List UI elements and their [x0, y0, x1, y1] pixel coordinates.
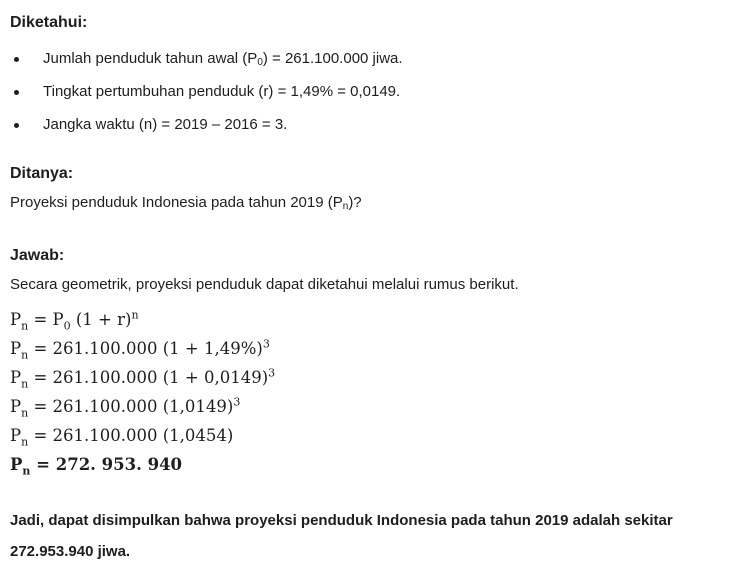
answer-heading: Jawab:	[10, 247, 65, 264]
known-item-initial-population: Jumlah penduduk tahun awal $(P_0) = 261.100.000$ jiwa.	[43, 50, 403, 68]
known-item-growth-rate: Tingkat pertumbuhan penduduk (r) = 1,49% = 0,0149.	[43, 83, 401, 100]
worksheet-solution	[10, 14, 736, 567]
formula-step-power-evaluated: $P_n = 261.100.000$ (1,0454)	[10, 426, 234, 449]
formula-step-general: $P_n = P_0$ $(1 + r)^n$	[10, 308, 139, 333]
formula-block	[10, 305, 736, 479]
question-text: Proyeksi penduduk Indonesia pada tahun 2019 $(P_n)$?	[10, 194, 362, 212]
known-heading: Diketahui:	[10, 14, 88, 31]
known-item-time-span: Jangka waktu (n) = 2019 – 2016 = 3.	[43, 116, 288, 133]
formula-step-substitute-decimal: $P_n = 261.100.000$ $(1 + 0,0149)^3$	[10, 366, 276, 391]
list-item	[10, 82, 736, 102]
list-item	[10, 115, 736, 135]
conclusion-text: Jadi, dapat disimpulkan bahwa proyeksi penduduk Indonesia pada tahun 2019 adalah sekitar 272.953.940 jiwa.	[10, 512, 673, 560]
formula-step-substitute-percent: $P_n = 261.100.000$ $(1 + 1,49\%)^3$	[10, 337, 270, 362]
formula-step-result: $P_n = 272$. 953. 940	[10, 455, 183, 478]
asked-heading: Ditanya:	[10, 165, 74, 182]
answer-intro: Secara geometrik, proyeksi penduduk dapat diketahui melalui rumus berikut.	[10, 276, 519, 293]
formula-step-simplified-base: $P_n = 261.100.000$ $(1,0149)^3$	[10, 395, 241, 420]
list-item	[10, 49, 736, 69]
known-list	[10, 49, 736, 135]
